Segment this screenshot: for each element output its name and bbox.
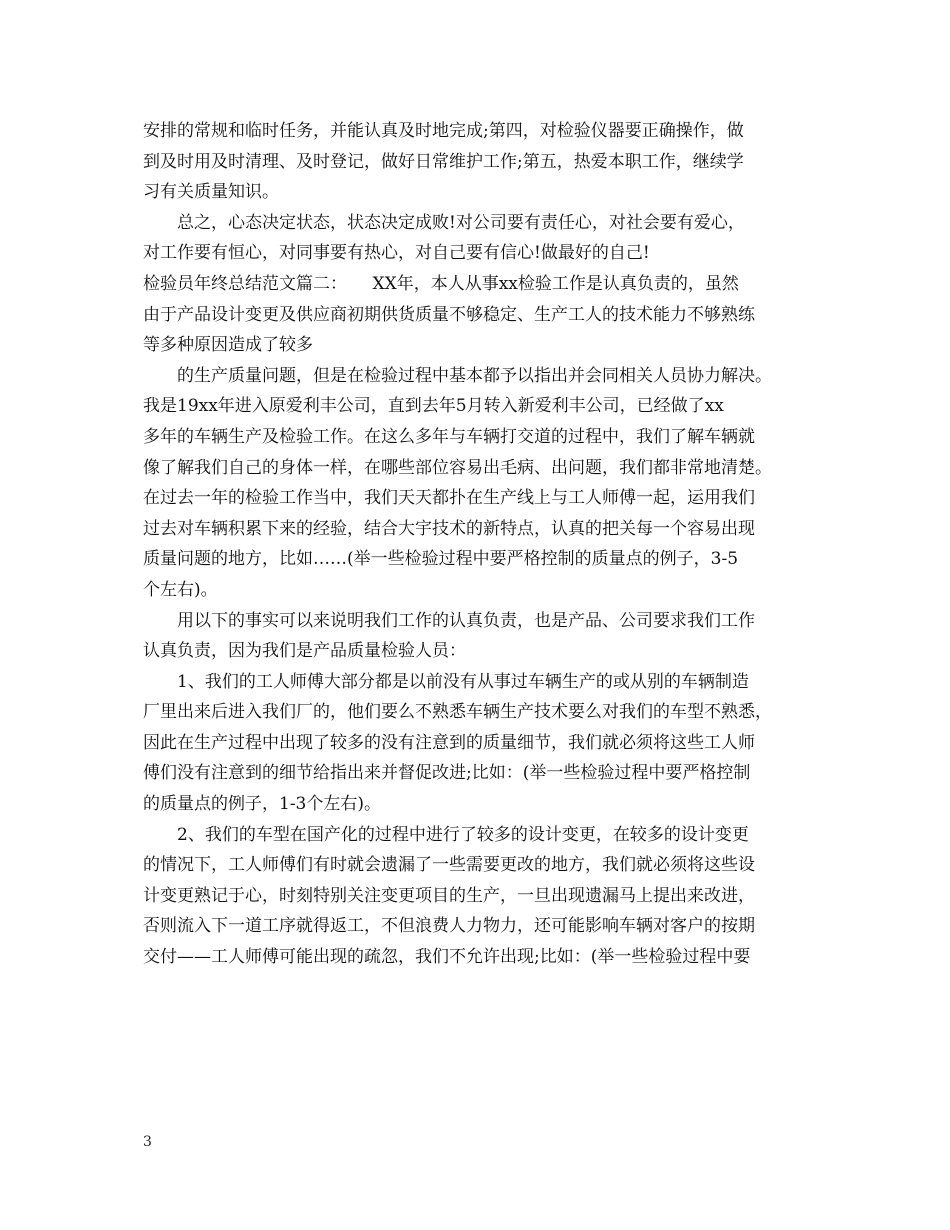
text-line: 到及时用及时清理、及时登记，做好日常维护工作;第五，热爱本职工作，继续学	[143, 151, 744, 172]
text-line: 认真负责，因为我们是产品质量检验人员：	[143, 641, 466, 662]
text-line: 傅们没有注意到的细节给指出来并督促改进;比如：(举一些检验过程中要严格控制	[143, 763, 751, 784]
text-line: 我是19xx年进入原爱利丰公司，直到去年5月转入新爱利丰公司，已经做了xx	[143, 396, 724, 417]
text-line: 因此在生产过程中出现了较多的没有注意到的质量细节，我们就必须将这些工人师	[143, 732, 755, 753]
paragraph	[143, 820, 811, 973]
paragraph	[143, 606, 811, 667]
document-body	[143, 116, 811, 973]
text-line: 质量问题的地方，比如……(举一些检验过程中要严格控制的质量点的例子，3-5	[143, 549, 739, 570]
text-line: 检验员年终总结范文篇二： XX年，本人从事xx检验工作是认真负责的，虽然	[143, 273, 739, 294]
text-line: 的生产质量问题，但是在检验过程中基本都予以指出并会同相关人员协力解决。	[177, 365, 772, 386]
text-line: 多年的车辆生产及检验工作。在这么多年与车辆打交道的过程中，我们了解车辆就	[143, 426, 755, 447]
text-line: 由于产品设计变更及供应商初期供货质量不够稳定、生产工人的技术能力不够熟练	[143, 304, 755, 325]
text-line: 个左右)。	[143, 579, 218, 600]
text-line: 计变更熟记于心，时刻特别关注变更项目的生产，一旦出现遗漏马上提出来改进，	[143, 885, 755, 906]
text-line: 的质量点的例子，1-3个左右)。	[143, 794, 382, 815]
text-line: 习有关质量知识。	[143, 182, 279, 203]
paragraph	[143, 269, 811, 361]
text-line: 对工作要有恒心，对同事要有热心，对自己要有信心!做最好的自己!	[143, 243, 650, 264]
text-line: 总之，心态决定状态，状态决定成败!对公司要有责任心，对社会要有爱心，	[177, 212, 745, 233]
text-line: 交付——工人师傅可能出现的疏忽，我们不允许出现;比如：(举一些检验过程中要	[143, 947, 751, 968]
paragraph	[143, 361, 811, 606]
text-line: 像了解我们自己的身体一样，在哪些部位容易出毛病、出问题，我们都非常地清楚。	[143, 457, 772, 478]
page-number: 3	[143, 1134, 152, 1150]
text-line: 在过去一年的检验工作当中，我们天天都扑在生产线上与工人师傅一起，运用我们	[143, 488, 755, 509]
paragraph	[143, 208, 811, 269]
text-line: 的情况下，工人师傅们有时就会遗漏了一些需要更改的地方，我们就必须将这些设	[143, 855, 755, 876]
text-line: 用以下的事实可以来说明我们工作的认真负责，也是产品、公司要求我们工作	[177, 610, 755, 631]
text-line: 等多种原因造成了较多	[143, 335, 313, 356]
text-line: 2、我们的车型在国产化的过程中进行了较多的设计变更，在较多的设计变更	[177, 824, 749, 845]
paragraph	[143, 116, 811, 208]
text-line: 安排的常规和临时任务，并能认真及时地完成;第四，对检验仪器要正确操作，做	[143, 121, 744, 141]
text-line: 1、我们的工人师傅大部分都是以前没有从事过车辆生产的或从别的车辆制造	[177, 671, 749, 692]
text-line: 过去对车辆积累下来的经验，结合大宇技术的新特点，认真的把关每一个容易出现	[143, 518, 755, 539]
text-line: 厂里出来后进入我们厂的，他们要么不熟悉车辆生产技术要么对我们的车型不熟悉，	[143, 702, 772, 723]
paragraph	[143, 667, 811, 820]
text-line: 否则流入下一道工序就得返工，不但浪费人力物力，还可能影响车辆对客户的按期	[143, 916, 755, 937]
